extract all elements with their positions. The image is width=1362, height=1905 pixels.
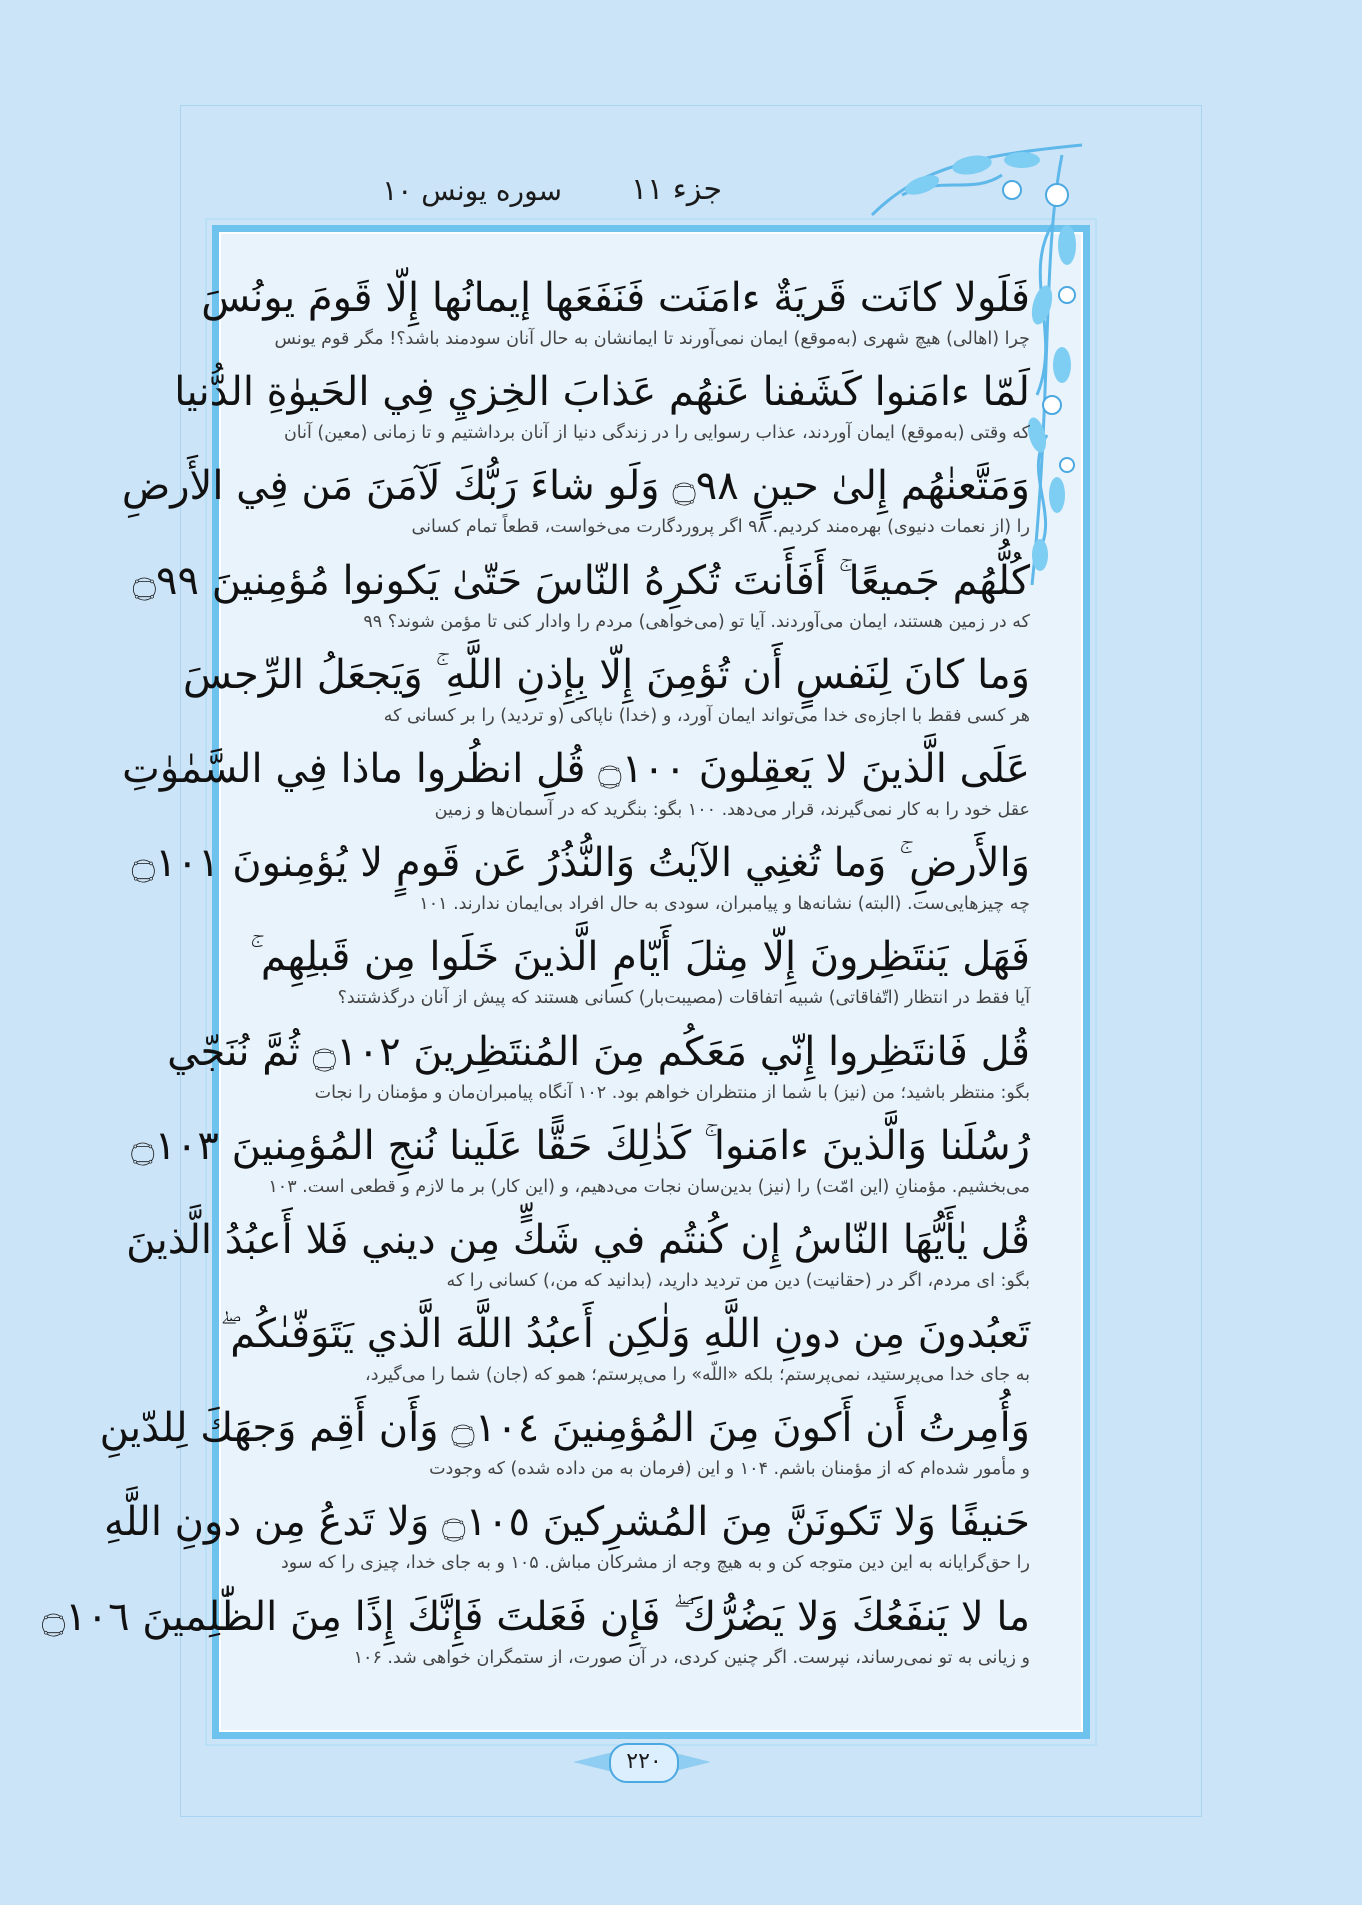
arabic-line: فَلَولا كانَت قَريَةٌ ءامَنَت فَنَفَعَها إيمانُها إِلّا قَومَ يونُسَ — [201, 275, 1030, 321]
persian-translation: را حق‌گرایانه به این دین متوجه کن و به هیچ وجه از مشرکان مباش. ۱۰۵ و به جای خدا، چیزی را که سود — [280, 1553, 1030, 1574]
arabic-line: وَالأَرضِ ۚ وَما تُغنِي الآيٰتُ وَالنُّذُرُ عَن قَومٍ لا يُؤمِنونَ ۝١٠١ — [131, 840, 1030, 887]
arabic-line: عَلَى الَّذينَ لا يَعقِلونَ ۝١٠٠ قُلِ انظُروا ماذا فِي السَّمٰوٰتِ — [122, 745, 1030, 792]
verse-line — [183, 647, 1030, 741]
persian-translation: به جای خدا می‌پرستید، نمی‌پرستم؛ بلکه «اللّه» را می‌پرستم؛ همو که (جان) شما را می‌گیرد، — [365, 1365, 1030, 1386]
verse-line — [121, 458, 1030, 552]
arabic-line: وَمَتَّعنٰهُم إِلىٰ حينٍ ۝٩٨ وَلَو شاءَ رَبُّكَ لَآمَنَ مَن فِي الأَرضِ — [121, 463, 1030, 510]
arabic-line: ما لا يَنفَعُكَ وَلا يَضُرُّكَ ۖ فَإِن فَعَلتَ فَإِنَّكَ إِذًا مِنَ الظّٰلِمينَ ۝١٠٦ — [41, 1593, 1030, 1640]
verse-line — [220, 1306, 1030, 1400]
persian-translation: چرا (اهالی) هیچ شهری (به‌موقع) ایمان نمی‌آورند تا ایمانشان به حال آنان سودمند باشد؟! مگر قوم یونس — [274, 329, 1030, 349]
persian-translation: چه چیزهایی‌ست. (البته) نشانه‌ها و پیامبران، سودی به حال افراد بی‌ایمان ندارند. ۱۰۱ — [419, 894, 1030, 915]
arabic-line: وَما كانَ لِنَفسٍ أَن تُؤمِنَ إِلّا بِإِذنِ اللَّهِ ۚ وَيَجعَلُ الرِّجسَ — [183, 651, 1030, 698]
persian-translation: و زیانی به تو نمی‌رساند، نپرست. اگر چنین کردی، در آن صورت، از ستمگران خواهی شد. ۱۰۶ — [353, 1647, 1030, 1668]
page-header — [302, 172, 722, 212]
arabic-line: رُسُلَنا وَالَّذينَ ءامَنوا ۚ كَذٰلِكَ حَقًّا عَلَينا نُنجِ المُؤمِنينَ ۝١٠٣ — [131, 1122, 1030, 1169]
verse-line — [174, 364, 1030, 458]
verse-line — [167, 1024, 1030, 1118]
page-number: ۲۲۰ — [609, 1743, 679, 1783]
persian-translation: عقل خود را به کار نمی‌گیرند، قرار می‌دهد. ۱۰۰ بگو: بنگرید که در آسمان‌ها و زمین — [434, 799, 1030, 820]
verse-line — [132, 553, 1030, 647]
juz-label: جزء ۱۱ — [631, 172, 722, 207]
verse-line — [99, 1400, 1030, 1494]
persian-translation: بگو: منتظر باشید؛ من (نیز) با شما از منتظران خواهم بود. ۱۰۲ آنگاه پیامبران‌مان و مؤمنان را نجات — [314, 1082, 1030, 1103]
verse-line — [201, 270, 1030, 364]
verse-line — [131, 835, 1030, 929]
arabic-line: قُل يٰأَيُّهَا النّاسُ إِن كُنتُم في شَكٍّ مِن ديني فَلا أَعبُدُ الَّذينَ — [126, 1216, 1030, 1263]
arabic-line: حَنيفًا وَلا تَكونَنَّ مِنَ المُشرِكينَ ۝١٠٥ وَلا تَدعُ مِن دونِ اللَّهِ — [103, 1499, 1030, 1546]
verse-line — [131, 1118, 1030, 1212]
verse-line — [126, 1212, 1030, 1306]
persian-translation: هر کسی فقط با اجازه‌ی خدا می‌تواند ایمان آورد، و (خدا) ناپاکی (و تردید) را بر کسانی که — [383, 705, 1030, 726]
arabic-line: قُل فَانتَظِروا إِنّي مَعَكُم مِنَ المُنتَظِرينَ ۝١٠٢ ثُمَّ نُنَجّي — [167, 1028, 1030, 1075]
persian-translation: بگو: ای مردم، اگر در (حقانیت) دین من تردید دارید، (بدانید که من،) کسانی را که — [446, 1270, 1030, 1291]
arabic-line: وَأُمِرتُ أَن أَكونَ مِنَ المُؤمِنينَ ۝١٠٤ وَأَن أَقِم وَجهَكَ لِلدّينِ — [99, 1405, 1030, 1452]
arabic-line: كُلُّهُم جَميعًا ۚ أَفَأَنتَ تُكرِهُ النّاسَ حَتّىٰ يَكونوا مُؤمِنينَ ۝٩٩ — [132, 557, 1030, 604]
arabic-line: فَهَل يَنتَظِرونَ إِلّا مِثلَ أَيّامِ الَّذينَ خَلَوا مِن قَبلِهِم ۚ — [250, 934, 1030, 981]
verse-line — [250, 929, 1030, 1023]
surah-label: سوره یونس ۱۰ — [382, 174, 562, 207]
persian-translation: آیا فقط در انتظار (اتّفاقاتی) شبیه اتفاقات (مصیبت‌بار) کسانی هستند که پیش از آنان درگذشتند؟ — [337, 988, 1030, 1009]
verse-line — [41, 1589, 1030, 1683]
arabic-line: لَمّا ءامَنوا كَشَفنا عَنهُم عَذابَ الخِزيِ فِي الحَيوٰةِ الدُّنيا — [174, 369, 1030, 416]
persian-translation: و مأمور شده‌ام که از مؤمنان باشم. ۱۰۴ و این (فرمان به من داده شده) که وجودت — [429, 1459, 1030, 1480]
persian-translation: را (از نعمات دنیوی) بهره‌مند کردیم. ۹۸ اگر پروردگارت می‌خواست، قطعاً تمام کسانی — [411, 517, 1030, 538]
persian-translation: می‌بخشیم. مؤمنانِ (این امّت) را (نیز) بدین‌سان نجات می‌دهیم، و (این کار) بر ما لازم و قطعی است. ۱۰۳ — [268, 1176, 1030, 1197]
persian-translation: که وقتی (به‌موقع) ایمان آوردند، عذاب رسوایی را در زندگی دنیا از آنان برداشتیم و تا زمانی (معین) آنان — [283, 423, 1030, 444]
persian-translation: که در زمین هستند، ایمان می‌آوردند. آیا تو (می‌خواهی) مردم را وادار کنی تا مؤمن شوند؟ ۹۹ — [363, 611, 1030, 632]
verses-area — [41, 270, 1030, 1683]
verse-line — [103, 1494, 1030, 1588]
arabic-line: تَعبُدونَ مِن دونِ اللَّهِ وَلٰكِن أَعبُدُ اللَّهَ الَّذي يَتَوَفّىٰكُم ۖ — [220, 1311, 1030, 1358]
verse-line — [122, 741, 1030, 835]
